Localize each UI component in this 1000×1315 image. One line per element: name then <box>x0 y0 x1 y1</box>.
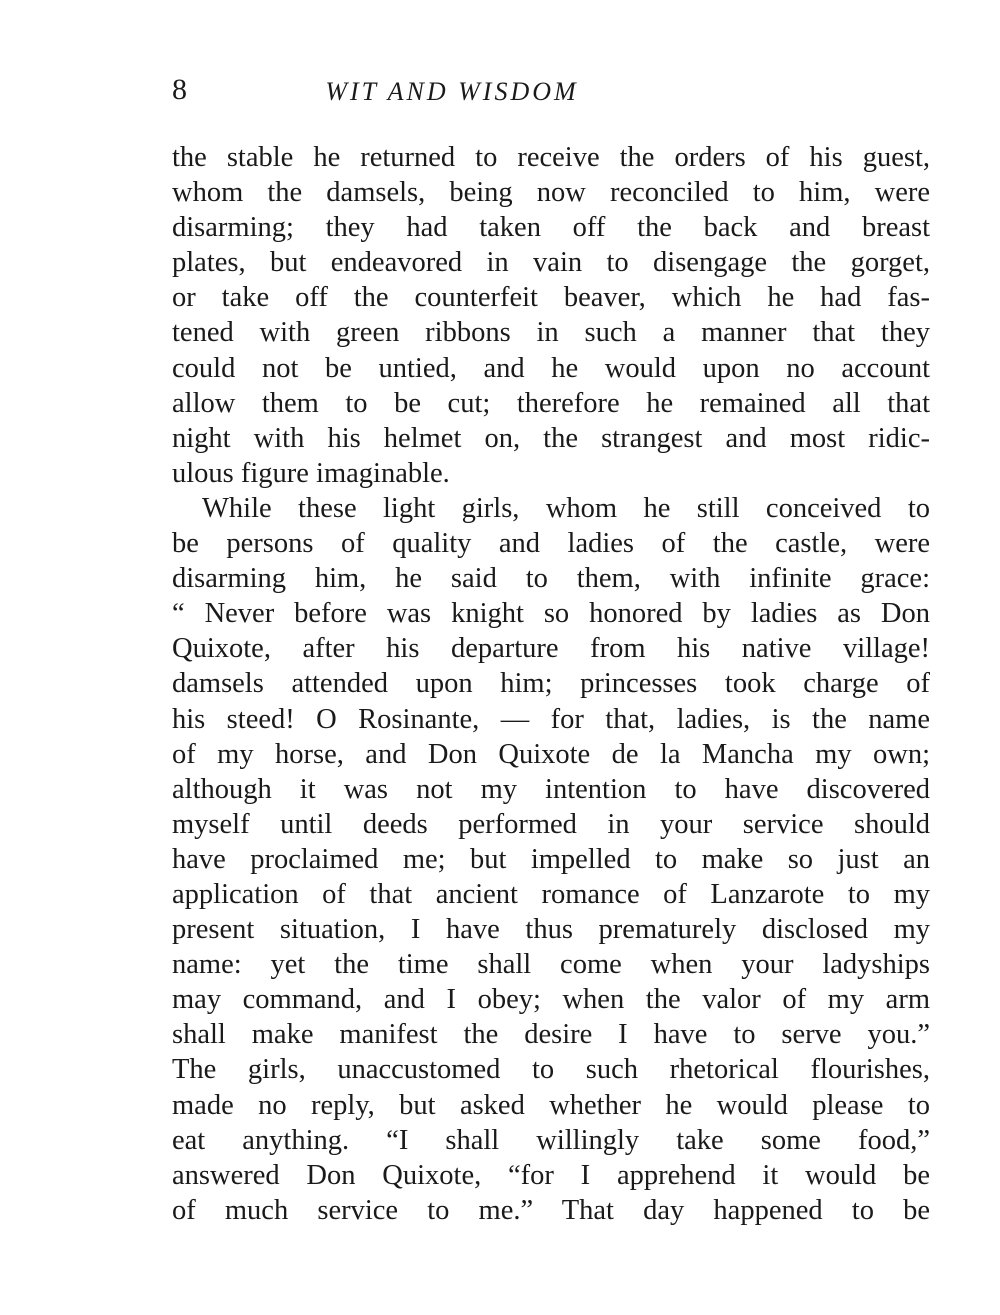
page-number: 8 <box>172 73 187 106</box>
text-line: present situation, I have thus prematurely disclosed my <box>172 914 930 946</box>
text-line: plates, but endeavored in vain to disengage the gorget, <box>172 247 930 279</box>
text-line: name: yet the time shall come when your ladyships <box>172 949 930 981</box>
text-line: disarming; they had taken off the back and breast <box>172 212 930 244</box>
paragraph <box>172 140 930 491</box>
text-line: “ Never before was knight so honored by ladies as Don <box>172 598 930 630</box>
text-line: of my horse, and Don Quixote de la Mancha my own; <box>172 738 930 770</box>
text-line: Quixote, after his departure from his native village! <box>172 633 930 665</box>
text-line: eat anything. “I shall willingly take some food,” <box>172 1124 930 1156</box>
text-line: damsels attended upon him; princesses took charge of <box>172 668 930 700</box>
text-line: whom the damsels, being now reconciled to him, were <box>172 177 930 209</box>
text-line: of much service to me.” That day happened to be <box>172 1194 930 1226</box>
running-title: WIT AND WISDOM <box>325 77 579 106</box>
text-line: myself until deeds performed in your service should <box>172 808 930 840</box>
text-line: although it was not my intention to have discovered <box>172 773 930 805</box>
text-line: have proclaimed me; but impelled to make so just an <box>172 843 930 875</box>
text-line: may command, and I obey; when the valor of my arm <box>172 984 930 1016</box>
text-line: night with his helmet on, the strangest and most ridic- <box>172 422 930 454</box>
text-line: could not be untied, and he would upon no account <box>172 352 930 384</box>
text-line: or take off the counterfeit beaver, which he had fas- <box>172 282 930 314</box>
paragraph <box>172 491 930 1228</box>
text-line: allow them to be cut; therefore he remained all that <box>172 387 930 419</box>
text-line: application of that ancient romance of Lanzarote to my <box>172 878 930 910</box>
body-text <box>172 140 930 1228</box>
text-line: be persons of quality and ladies of the castle, were <box>172 528 930 560</box>
text-line: answered Don Quixote, “for I apprehend it would be <box>172 1159 930 1191</box>
text-line: the stable he returned to receive the orders of his guest, <box>172 142 930 173</box>
text-line: The girls, unaccustomed to such rhetorical flourishes, <box>172 1054 930 1086</box>
text-line: tened with green ribbons in such a manner that they <box>172 317 930 349</box>
text-line: While these light girls, whom he still conceived to <box>202 492 930 524</box>
text-line: ulous figure imaginable. <box>172 457 450 489</box>
text-line: disarming him, he said to them, with infinite grace: <box>172 563 930 595</box>
text-line: shall make manifest the desire I have to serve you.” <box>172 1019 930 1051</box>
text-line: made no reply, but asked whether he would please to <box>172 1089 930 1121</box>
text-line: his steed! O Rosinante, — for that, ladies, is the name <box>172 703 930 735</box>
page-header <box>172 70 932 110</box>
